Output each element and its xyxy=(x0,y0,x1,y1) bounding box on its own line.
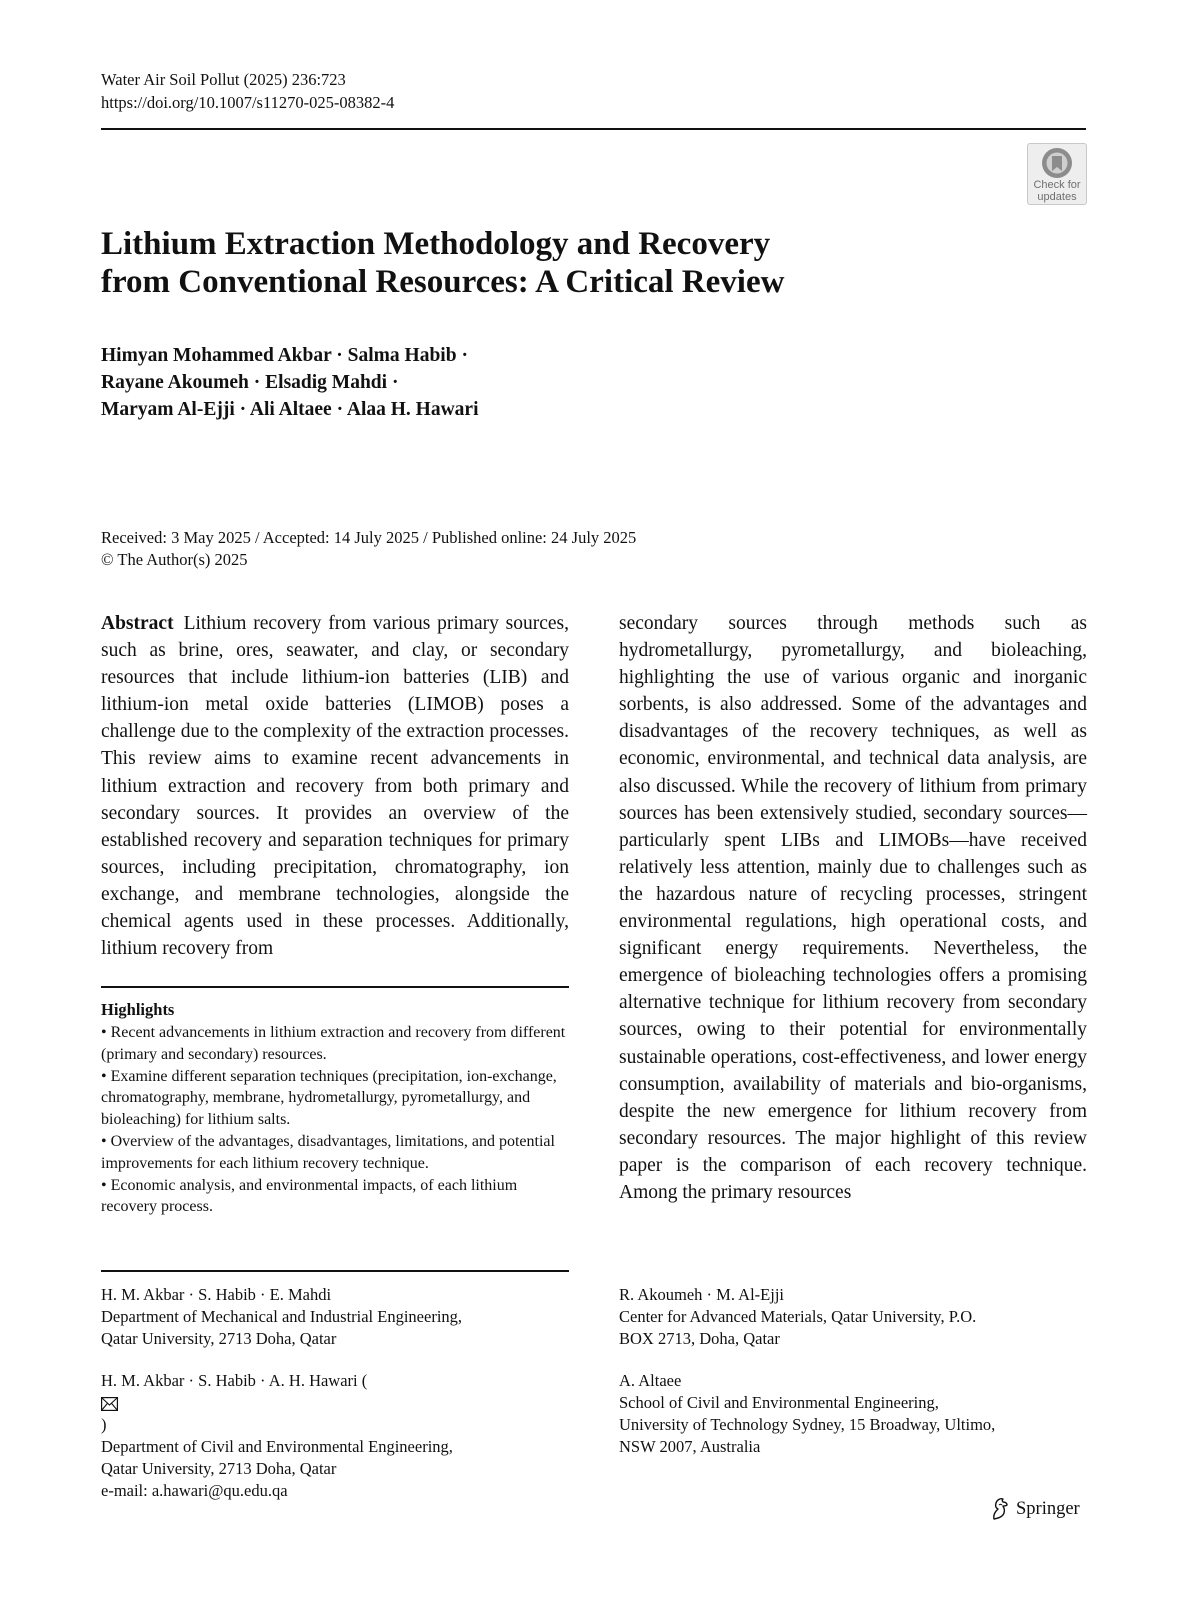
affiliation-mechanical xyxy=(101,1284,581,1350)
affiliation-institution: BOX 2713, Doha, Qatar xyxy=(619,1329,780,1348)
highlights-box xyxy=(101,986,569,1218)
highlights-title: Highlights xyxy=(101,1000,175,1019)
date-history: Received: 3 May 2025 / Accepted: 14 July 2025 / Published online: 24 July 2025 xyxy=(101,528,637,547)
affiliation-institution: Qatar University, 2713 Doha, Qatar xyxy=(101,1329,337,1348)
highlight-text: Recent advancements in lithium extraction and recovery from different (primary and secondary) resources. xyxy=(101,1024,566,1063)
affiliation-department: School of Civil and Environmental Engineering, xyxy=(619,1393,939,1412)
check-for-updates-badge[interactable] xyxy=(1027,143,1087,205)
article-title xyxy=(101,225,1001,301)
highlight-item xyxy=(101,1175,569,1219)
authors-line-2: Rayane Akoumeh · Elsadig Mahdi · xyxy=(101,372,399,393)
affiliation-authors: A. Altaee xyxy=(619,1371,682,1390)
publication-dates xyxy=(101,527,636,571)
affiliation-authors-close: ) xyxy=(101,1415,107,1434)
affiliation-authors: H. M. Akbar · S. Habib · E. Mahdi xyxy=(101,1285,332,1304)
highlight-text: Examine different separation techniques (precipitation, ion-exchange, chromatography, membrane, hydrometallurgy, pyrometallurgy, and bioleaching) for lithium salts. xyxy=(101,1067,557,1129)
highlight-text: Economic analysis, and environmental impacts, of each lithium recovery process. xyxy=(101,1176,518,1216)
title-line-1: Lithium Extraction Methodology and Recovery xyxy=(101,226,771,262)
journal-header xyxy=(101,68,394,114)
affiliation-department: Center for Advanced Materials, Qatar University, P.O. xyxy=(619,1307,977,1326)
bullet-icon: • xyxy=(101,1132,107,1150)
affiliation-institution: Qatar University, 2713 Doha, Qatar xyxy=(101,1459,337,1478)
affiliation-authors xyxy=(101,1370,581,1436)
affiliation-materials xyxy=(619,1284,1099,1350)
title-line-2: from Conventional Resources: A Critical Review xyxy=(101,264,785,300)
affiliation-department: Department of Mechanical and Industrial Engineering, xyxy=(101,1307,463,1326)
affiliation-civil xyxy=(101,1370,581,1502)
authors-line-3: Maryam Al-Ejji · Ali Altaee · Alaa H. Hawari xyxy=(101,399,479,420)
crossmark-icon xyxy=(1040,147,1074,179)
highlight-item xyxy=(101,1066,569,1131)
affiliation-authors: R. Akoumeh · M. Al-Ejji xyxy=(619,1285,784,1304)
affiliation-uts xyxy=(619,1370,1099,1458)
springer-horse-icon xyxy=(990,1497,1010,1521)
publisher-logo xyxy=(990,1497,1080,1521)
abstract-left-column xyxy=(101,610,569,962)
highlight-text: Overview of the advantages, disadvantages, limitations, and potential improvements for each lithium recovery technique. xyxy=(101,1132,555,1172)
copyright-notice: © The Author(s) 2025 xyxy=(101,550,248,569)
abstract-text-left: Lithium recovery from various primary sources, such as brine, ores, seawater, and clay, or secondary resources that include lithium-ion batteries (LIB) and lithium-ion metal oxide batteries (LIMOB) poses a challenge due to the complexity of the extraction processes. This review aims to examine recent advancements in lithium extraction and recovery from both primary and secondary sources. It provides an overview of the established recovery and separation techniques for primary sources, including precipitation, chromatography, ion exchange, and membrane technologies, alongside the chemical agents used in these processes. Additionally, lithium recovery from xyxy=(101,613,569,960)
journal-citation: Water Air Soil Pollut (2025) 236:723 xyxy=(101,70,346,89)
author-list xyxy=(101,342,479,423)
bullet-icon: • xyxy=(101,1067,107,1085)
affiliation-department: Department of Civil and Environmental Engineering, xyxy=(101,1437,453,1456)
bullet-icon: • xyxy=(101,1176,107,1194)
doi-link[interactable]: https://doi.org/10.1007/s11270-025-08382-4 xyxy=(101,93,395,112)
abstract-paragraph-left xyxy=(101,610,569,962)
highlight-item xyxy=(101,1131,569,1175)
affiliation-authors-text: H. M. Akbar · S. Habib · A. H. Hawari ( xyxy=(101,1371,368,1390)
envelope-icon[interactable] xyxy=(101,1397,118,1411)
authors-line-1: Himyan Mohammed Akbar · Salma Habib · xyxy=(101,345,468,366)
bullet-icon: • xyxy=(101,1024,107,1041)
highlights-divider xyxy=(101,1270,569,1272)
corresponding-email[interactable]: e-mail: a.hawari@qu.edu.qa xyxy=(101,1481,288,1500)
badge-line-1: Check for xyxy=(1033,179,1081,191)
abstract-heading: Abstract xyxy=(101,613,174,634)
affiliation-address: NSW 2007, Australia xyxy=(619,1437,761,1456)
header-divider xyxy=(101,128,1086,130)
badge-line-2: updates xyxy=(1037,191,1077,203)
publisher-name: Springer xyxy=(1016,1499,1080,1519)
abstract-right-column xyxy=(619,610,1087,1206)
affiliation-institution: University of Technology Sydney, 15 Broadway, Ultimo, xyxy=(619,1415,996,1434)
abstract-text-right: secondary sources through methods such as hydrometallurgy, pyrometallurgy, and bioleaching, highlighting the use of various organic and inorganic sorbents, is also addressed. Some of the advantages and disadvantages of the recovery techniques, as well as economic, environmental, and technical data analysis, are also discussed. While the recovery of lithium from primary sources has been extensively studied, secondary sources—particularly spent LIBs and LIMOBs—have received relatively less attention, mainly due to challenges such as the hazardous nature of recycling processes, stringent environmental regulations, high operational costs, and significant energy requirements. Nevertheless, the emergence of bioleaching technologies offers a promising alternative technique for lithium recovery from secondary sources, owing to their potential for environmentally sustainable operations, cost-effectiveness, and lower energy consumption, availability of materials and bio-organisms, despite the new emergence for lithium recovery from secondary resources. The major highlight of this review paper is the comparison of each recovery technique. Among the primary resources xyxy=(619,613,1087,1203)
highlight-item xyxy=(101,1022,569,1066)
